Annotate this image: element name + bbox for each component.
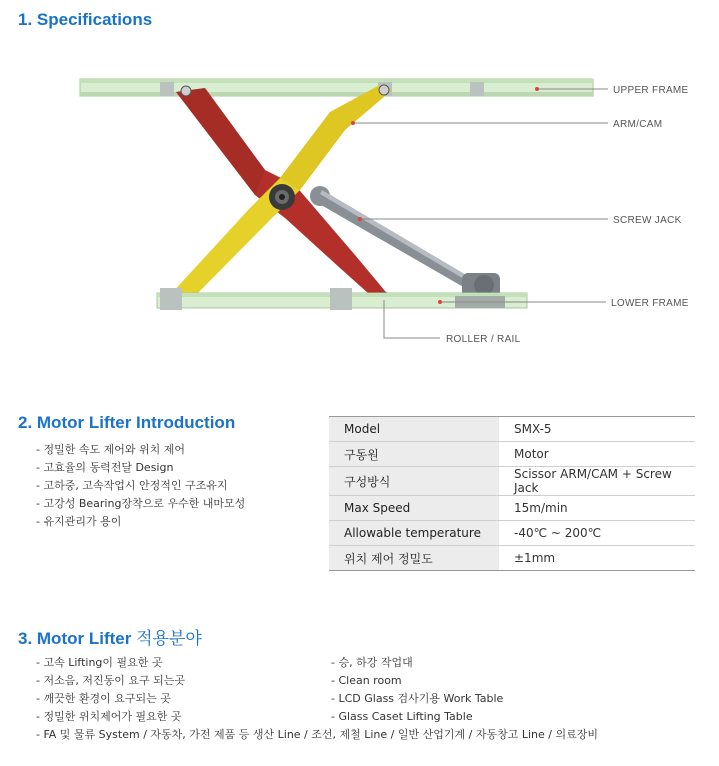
- upper-frame: [80, 79, 593, 96]
- spec-key: 위치 제어 정밀도: [329, 546, 499, 571]
- spec-value: 15m/min: [499, 496, 695, 521]
- spec-value: Motor: [499, 442, 695, 467]
- table-row: [329, 496, 695, 521]
- applications-left-list: [36, 654, 185, 726]
- spec-key: 구동원: [329, 442, 499, 467]
- list-item: - 저소음, 저진동이 요구 되는곳: [36, 674, 185, 687]
- list-item: - 고속 Lifting이 필요한 곳: [36, 656, 163, 669]
- list-item: - 고효율의 동력전달 Design: [36, 461, 174, 474]
- label-roller-rail: ROLLER / RAIL: [446, 334, 521, 345]
- label-screw-jack: SCREW JACK: [613, 215, 682, 226]
- applications-full-list: [36, 726, 598, 744]
- pivot-gear: [269, 184, 295, 210]
- spec-value: Scissor ARM/CAM + Screw Jack: [499, 467, 695, 496]
- list-item: - 정밀한 속도 제어와 위치 제어: [36, 443, 185, 456]
- label-arm-cam: ARM/CAM: [613, 119, 663, 130]
- list-item: - Glass Caset Lifting Table: [331, 710, 473, 723]
- list-item: - 고하중, 고속작업시 안정적인 구조유지: [36, 479, 228, 492]
- table-row: [329, 521, 695, 546]
- table-row: [329, 442, 695, 467]
- spec-key: Model: [329, 417, 499, 442]
- applications-title-en: 3. Motor Lifter: [18, 629, 137, 648]
- spec-value: SMX-5: [499, 417, 695, 442]
- spec-value: ±1mm: [499, 546, 695, 571]
- spec-table: [329, 416, 695, 571]
- list-item: - 유지관리가 용이: [36, 515, 122, 528]
- spec-value: -40℃ ~ 200℃: [499, 521, 695, 546]
- scissor-lift-diagram: [0, 60, 719, 360]
- list-item: - Clean room: [331, 674, 402, 687]
- label-upper-frame: UPPER FRAME: [613, 85, 689, 96]
- list-item: - FA 및 물류 System / 자동차, 가전 제품 등 생산 Line / 조선, 제철 Line / 일반 산업기계 / 자동창고 Line / 의료장비: [36, 728, 598, 741]
- table-row: [329, 546, 695, 571]
- list-item: - LCD Glass 검사기용 Work Table: [331, 692, 504, 705]
- applications-right-list: [331, 654, 503, 726]
- section-introduction-title: 2. Motor Lifter Introduction: [18, 413, 236, 432]
- section-applications-title: [18, 624, 202, 649]
- table-row: [329, 417, 695, 442]
- list-item: - 정밀한 위치제어가 필요한 곳: [36, 710, 182, 723]
- spec-key: Max Speed: [329, 496, 499, 521]
- table-row: [329, 467, 695, 496]
- list-item: - 승, 하강 작업대: [331, 656, 413, 669]
- spec-key: Allowable temperature: [329, 521, 499, 546]
- list-item: - 고강성 Bearing장착으로 우수한 내마모성: [36, 497, 246, 510]
- introduction-list: [36, 441, 245, 531]
- label-lower-frame: LOWER FRAME: [611, 298, 689, 309]
- spec-key: 구성방식: [329, 467, 499, 496]
- list-item: - 깨끗한 환경이 요구되는 곳: [36, 692, 171, 705]
- applications-title-kr: 적용분야: [136, 629, 202, 648]
- section-specifications-title: 1. Specifications: [18, 10, 153, 29]
